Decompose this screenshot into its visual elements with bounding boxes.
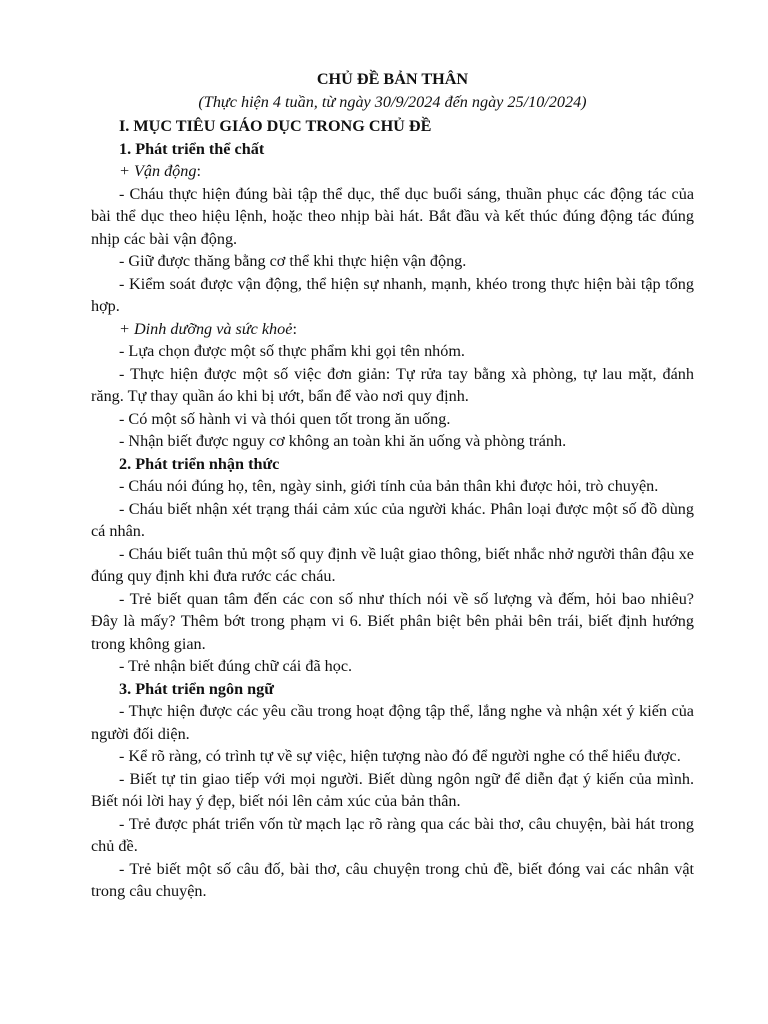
list-item: - Nhận biết được nguy cơ không an toàn khi ăn uống và phòng tránh.	[119, 432, 567, 450]
list-item: - Thực hiện được một số việc đơn giản: Tự rửa tay bằng xà phòng, tự lau mặt, đánh răng. Tự thay quần áo khi bị ướt, bẩn để vào nơi quy định.	[91, 364, 694, 405]
document-subtitle: (Thực hiện 4 tuần, từ ngày 30/9/2024 đến ngày 25/10/2024)	[198, 92, 587, 111]
list-item: - Kiểm soát được vận động, thể hiện sự nhanh, mạnh, khéo trong thực hiện bài tập tổng hợp.	[91, 274, 694, 315]
list-item: - Cháu biết nhận xét trạng thái cảm xúc của người khác. Phân loại được một số đồ dùng cá nhân.	[91, 499, 694, 540]
list-item: - Biết tự tin giao tiếp với mọi người. Biết dùng ngôn ngữ để diễn đạt ý kiến của mình. Biết nói lời hay ý đẹp, biết nói lên cảm xúc của bản thân.	[91, 769, 694, 810]
document-title: CHỦ ĐỀ BẢN THÂN	[316, 70, 469, 88]
subsection-heading-language: 3. Phát triển ngôn ngữ	[119, 679, 274, 698]
category-label-text: + Vận động	[119, 162, 197, 180]
list-item: - Trẻ nhận biết đúng chữ cái đã học.	[119, 657, 353, 675]
list-item: - Có một số hành vi và thói quen tốt trong ăn uống.	[119, 409, 451, 428]
list-item: - Cháu nói đúng họ, tên, ngày sinh, giới tính của bản thân khi được hỏi, trò chuyện.	[119, 477, 659, 495]
list-item: - Trẻ được phát triển vốn từ mạch lạc rõ ràng qua các bài thơ, câu chuyện, bài hát trong chủ đề.	[91, 814, 694, 855]
subsection-heading-physical: 1. Phát triển thể chất	[119, 139, 265, 158]
subsection-heading-cognitive: 2. Phát triển nhận thức	[119, 454, 280, 473]
list-item: - Thực hiện được các yêu cầu trong hoạt động tập thể, lắng nghe và nhận xét ý kiến của người đối diện.	[91, 702, 694, 743]
category-label-nutrition: + Dinh dưỡng và sức khoẻ:	[119, 319, 297, 338]
category-label-text: + Dinh dưỡng và sức khoẻ	[119, 319, 293, 338]
list-item: - Trẻ biết một số câu đố, bài thơ, câu chuyện trong chủ đề, biết đóng vai các nhân vật trong câu chuyện.	[91, 859, 694, 900]
list-item: - Cháu thực hiện đúng bài tập thể dục, thể dục buổi sáng, thuần phục các động tác của bài thể dục theo hiệu lệnh, hoặc theo nhịp bài hát. Bắt đầu và kết thúc đúng động tác đúng nhịp các bài vận động.	[91, 184, 694, 248]
list-item: - Lựa chọn được một số thực phẩm khi gọi tên nhóm.	[119, 342, 465, 360]
list-item: - Trẻ biết quan tâm đến các con số như thích nói về số lượng và đếm, hỏi bao nhiêu? Đây là mấy? Thêm bớt trong phạm vi 6. Biết phân biệt bên phải bên trái, biết định hướng trong không gian.	[91, 589, 694, 653]
document-body	[91, 68, 694, 903]
list-item: - Kể rõ ràng, có trình tự về sự việc, hiện tượng nào đó để người nghe có thể hiểu được.	[119, 747, 681, 765]
section-heading: I. MỤC TIÊU GIÁO DỤC TRONG CHỦ ĐỀ	[119, 117, 432, 135]
list-item: - Giữ được thăng bằng cơ thể khi thực hiện vận động.	[119, 252, 467, 270]
category-label-movement: + Vận động:	[119, 162, 201, 180]
list-item: - Cháu biết tuân thủ một số quy định về luật giao thông, biết nhắc nhở người thân đậu xe đúng quy định khi đưa rước các cháu.	[91, 544, 694, 585]
